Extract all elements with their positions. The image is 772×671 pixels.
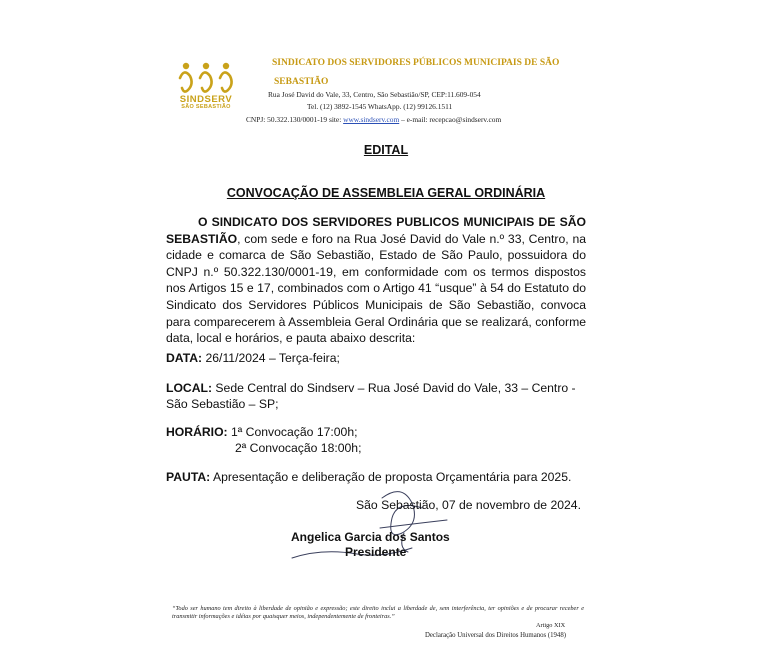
header-email: – e-mail: recepcao@sindserv.com <box>399 115 502 124</box>
header-cnpj: CNPJ: 50.322.130/0001-19 site: <box>246 115 344 124</box>
horario-value-1: 1ª Convocação 17:00h; <box>227 425 358 439</box>
header-phone: Tel. (12) 3892-1545 WhatsApp. (12) 99126.1511 <box>307 102 453 111</box>
place-and-date: São Sebastião, 07 de novembro de 2024. <box>356 498 581 512</box>
local-value-1: Sede Central do Sindserv – Rua José David do Vale, 33 – Centro - <box>212 381 576 395</box>
local-row-2 <box>166 396 278 413</box>
footer-quote: “Todo ser humano tem direito à liberdade de opinião e expressão; este direito inclui a liberdade de, sem interferência, ter opiniões e de procurar receber e transmitir informações e idéias por quaisquer meios, independentemente de fronteiras.” <box>172 605 584 621</box>
intro-bold: O SINDICATO DOS SERVIDORES PUBLICOS MUNICIPAIS DE SÃO SEBASTIÃO <box>166 215 586 246</box>
footer-declaration: Declaração Universal dos Direitos Humanos (1948) <box>425 632 566 639</box>
intro-rest: , com sede e foro na Rua José David do Vale n.º 33, Centro, na cidade e comarca de São Sebastião, Estado de São Paulo, possuidora do CNPJ n.º 50.322.130/0001-19, em conformidade com os termos dispostos nos Artigos 15 e 17, combinados com o Artigo 41 “usque” à 54 do Estatuto do Sindicato dos Servidores Públicos Municipais de São Sebastião, convoca para comparecerem à Assembleia Geral Ordinária que se realizará, conforme data, local e horários, e pauta abaixo descrita: <box>166 231 586 346</box>
local-value-2: São Sebastião – SP; <box>166 397 279 411</box>
local-row <box>166 380 576 397</box>
date-row <box>166 350 340 367</box>
header-cnpj-line <box>246 115 501 124</box>
date-label: DATA: <box>166 351 203 365</box>
footer-article: Artigo XIX <box>536 622 566 629</box>
horario-value-2: 2ª Convocação 18:00h; <box>235 441 362 455</box>
intro-paragraph <box>166 214 586 347</box>
pauta-value: Apresentação e deliberação de proposta Orçamentária para 2025. <box>210 470 572 484</box>
signer-name: Angelica Garcia dos Santos <box>291 530 450 544</box>
signer-role: Presidente <box>345 545 407 559</box>
document-subtitle: CONVOCAÇÃO DE ASSEMBLEIA GERAL ORDINÁRIA <box>226 186 546 200</box>
organization-name <box>272 54 572 92</box>
logo-subtitle: SÃO SEBASTIÃO <box>181 104 231 110</box>
horario-row-2 <box>235 440 361 457</box>
horario-label: HORÁRIO: <box>166 425 228 439</box>
document-title: EDITAL <box>363 143 409 157</box>
local-label: LOCAL: <box>166 381 213 395</box>
site-link[interactable]: www.sindserv.com <box>343 115 400 124</box>
date-value: 26/11/2024 – Terça-feira; <box>202 351 340 365</box>
header-address: Rua José David do Vale, 33, Centro, São Sebastião/SP, CEP:11.609-054 <box>268 90 481 99</box>
pauta-label: PAUTA: <box>166 470 211 484</box>
logo-wordmark: SINDSERV <box>179 94 233 105</box>
organization-name-line2: SEBASTIÃO <box>274 77 329 87</box>
horario-row <box>166 424 358 441</box>
organization-name-line1: SINDICATO DOS SERVIDORES PÚBLICOS MUNICIPAIS DE SÃO <box>272 58 560 68</box>
